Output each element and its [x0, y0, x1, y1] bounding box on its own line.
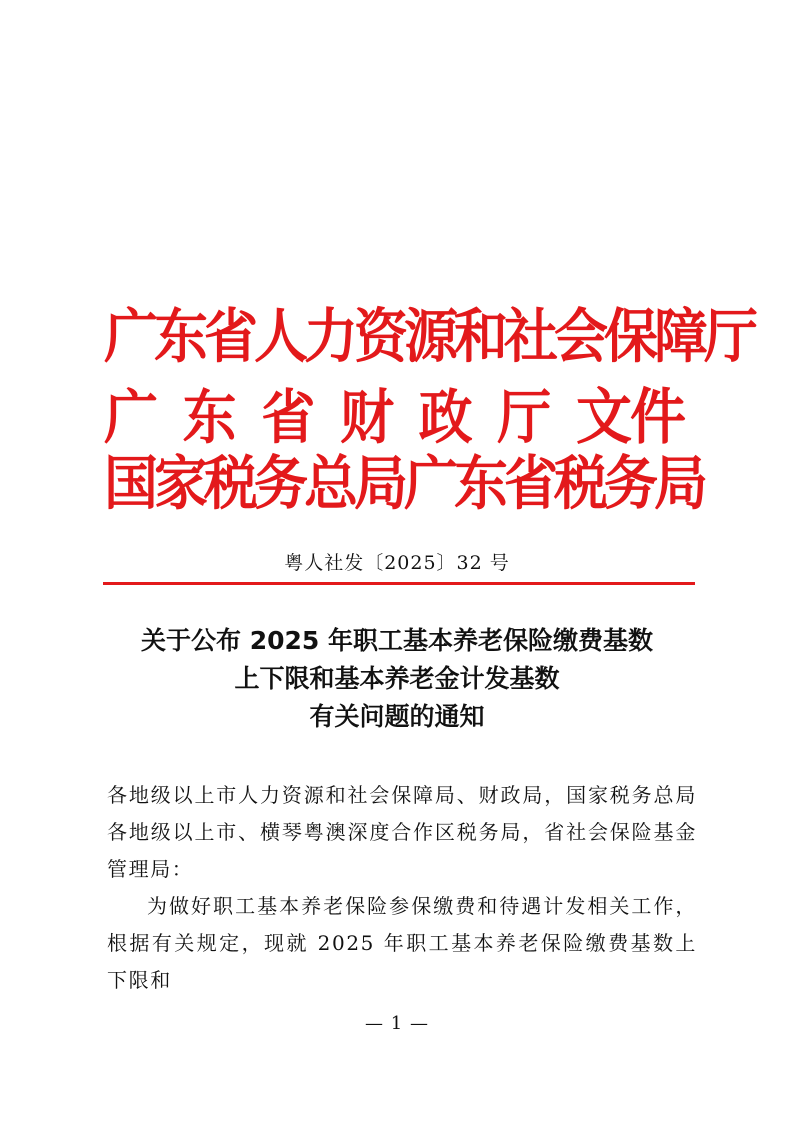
title-line: 有关问题的通知: [309, 702, 485, 731]
title-line: 关于公布 2025 年职工基本养老保险缴费基数: [141, 626, 653, 655]
finance-agency-char: 财: [339, 383, 394, 452]
issuing-agencies-letterhead: [104, 302, 754, 528]
agency-line-tax-bureau: 国家税务总局广东省税务局: [104, 449, 704, 518]
recipients-paragraph: 各地级以上市人力资源和社会保障局、财政局，国家税务总局各地级以上市、横琴粤澳深度合作区税务局，省社会保险基金管理局：: [107, 783, 697, 881]
body-paragraph: 为做好职工基本养老保险参保缴费和待遇计发相关工作，根据有关规定，现就 2025 年职工基本养老保险缴费基数上下限和: [107, 894, 697, 992]
page-number: — 1 —: [365, 1013, 429, 1034]
document-label: 文件: [575, 382, 684, 453]
title-line: 上下限和基本养老金计发基数: [234, 664, 560, 693]
red-separator-line: [103, 582, 695, 585]
notice-title: [0, 622, 794, 736]
finance-agency-char: 政: [418, 383, 473, 452]
finance-agency-char: 厅: [497, 383, 552, 452]
finance-agency-char: 东: [182, 383, 237, 452]
agency-line-human-resources: 广东省人力资源和社会保障厅: [104, 302, 754, 371]
document-number: 粤人社发〔2025〕32 号: [284, 552, 510, 574]
agency-line-finance-with-document-mark: [104, 381, 684, 454]
finance-agency-char: 省: [261, 383, 316, 452]
finance-agency-char: 广: [104, 383, 158, 452]
notice-body: [107, 777, 697, 999]
